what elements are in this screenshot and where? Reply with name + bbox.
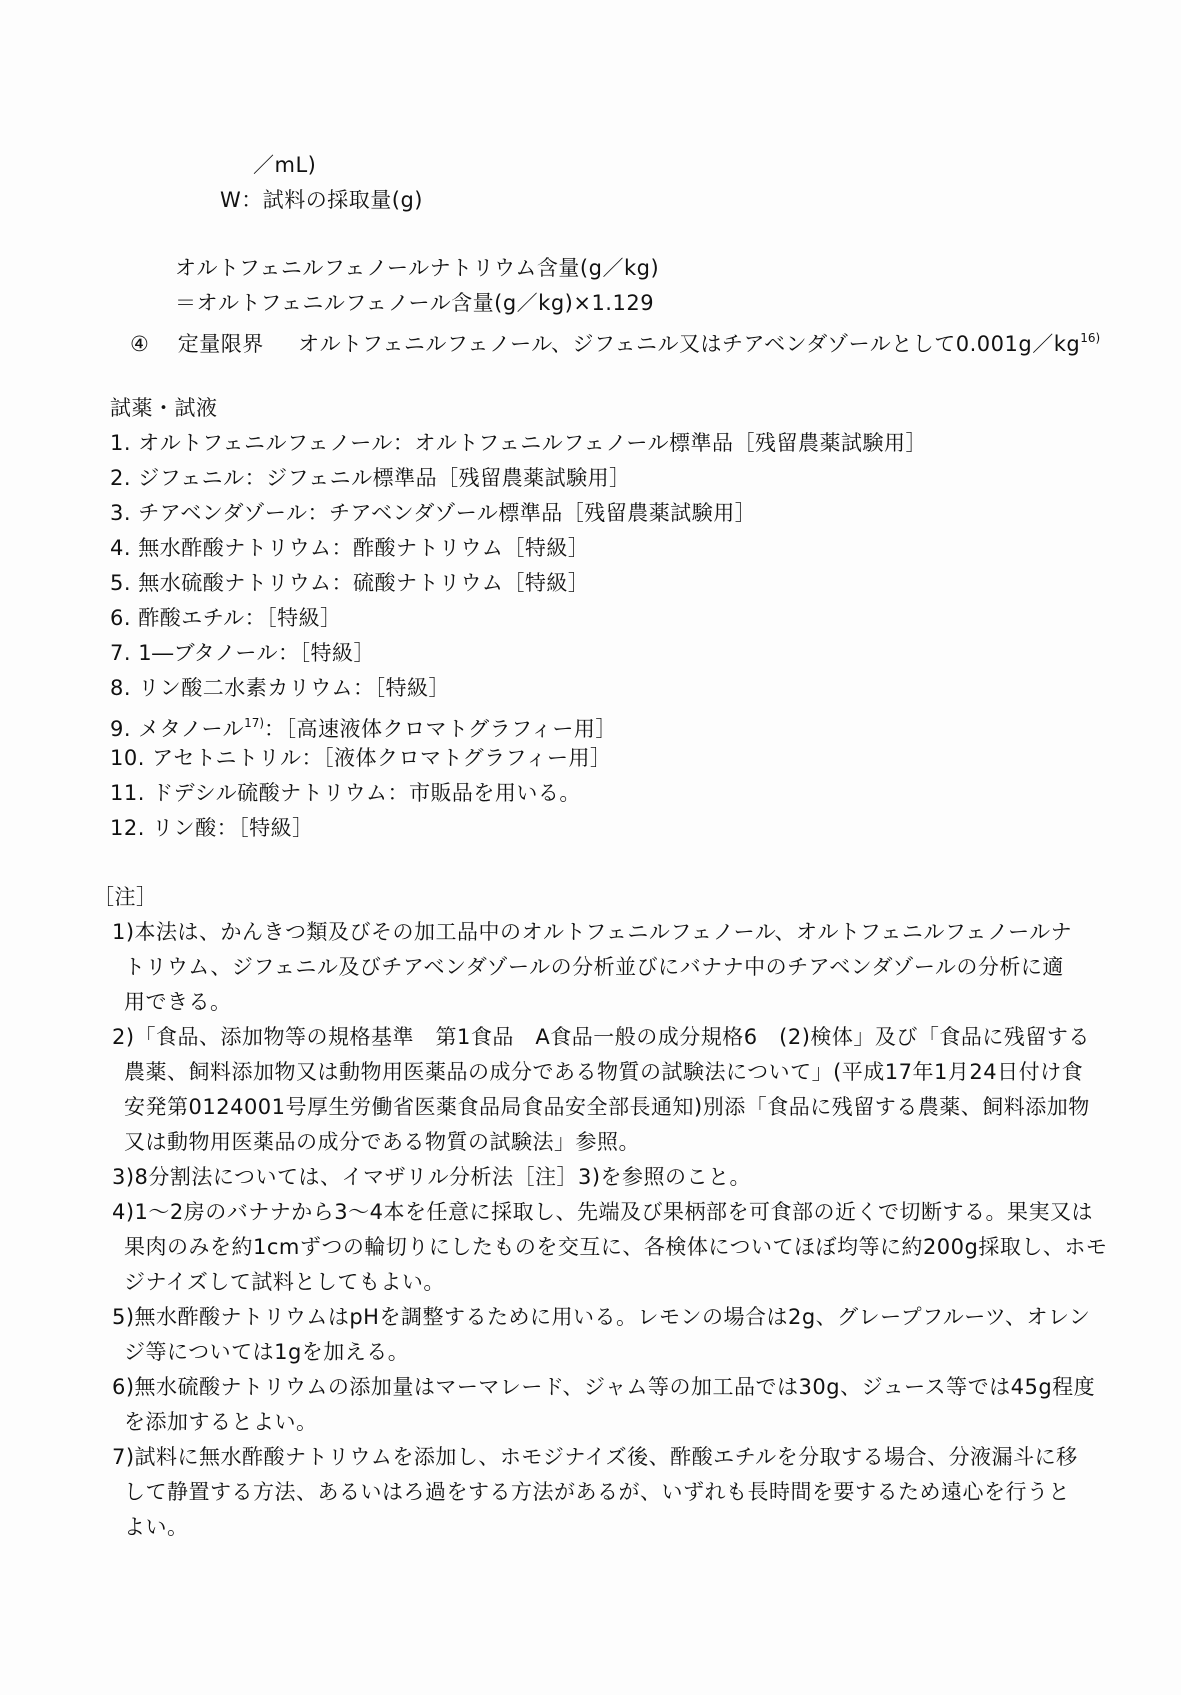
reagent-number: 4. [110,536,132,560]
note-line: して静置する方法、あるいはろ過をする方法があるが、いずれも長時間を要するため遠心を行うと [124,1480,1070,1504]
note-line: を添加するとよい。 [124,1410,318,1434]
note-line: よい。 [124,1515,189,1539]
reagent-text: ジフェニル：ジフェニル標準品［残留農薬試験用］ [138,466,631,490]
reagent-item [110,605,342,631]
reagent-number: 8. [110,676,132,700]
reagent-item [110,570,589,596]
note-line: 用できる。 [124,990,232,1014]
sodium-content-formula-line1: オルトフェニルフェノールナトリウム含量(g／kg) [175,256,660,280]
reagent-item [110,675,450,701]
reagent-number: 10. [110,746,145,770]
note-line: ジ等については1gを加える。 [124,1340,410,1364]
sodium-content-formula-line2: ＝オルトフェニルフェノール含量(g／kg)×1.129 [175,291,655,315]
reagent-text: 無水硫酸ナトリウム：硫酸ナトリウム［特級］ [138,571,590,595]
note-line: 7)試料に無水酢酸ナトリウムを添加し、ホモジナイズ後、酢酸エチルを分取する場合、分液漏斗に移 [112,1445,1078,1469]
loq-text: オルトフェニルフェノール、ジフェニル又はチアベンダゾールとして0.001g／kg [298,332,1081,356]
reagent-text: リン酸二水素カリウム：［特級］ [138,676,451,700]
reagent-item [110,535,589,561]
reagent-text: リン酸：［特級］ [152,816,314,840]
reagent-text: 無水酢酸ナトリウム：酢酸ナトリウム［特級］ [138,536,590,560]
reagent-number: 11. [110,781,145,805]
reagent-item [110,465,631,491]
reagent-number: 7. [110,641,132,665]
reagent-text: アセトニトリル：［液体クロマトグラフィー用］ [152,746,612,770]
reagent-number: 5. [110,571,132,595]
loq-marker: ④ [130,332,150,356]
reagent-item [110,430,927,456]
note-line: 安発第0124001号厚生労働省医薬食品局食品安全部長通知)別添「食品に残留する農薬、飼料添加物 [124,1095,1090,1119]
reagent-text: オルトフェニルフェノール：オルトフェニルフェノール標準品［残留農薬試験用］ [138,431,928,455]
reagent-text-grade: ：［高速液体クロマトグラフィー用］ [264,717,617,741]
note-line: 3)8分割法については、イマザリル分析法［注］3)を参照のこと。 [112,1165,752,1189]
notes-heading: ［注］ [93,885,158,909]
note-line: ジナイズして試料としてもよい。 [124,1270,445,1294]
formula-w-definition: W：試料の採取量(g) [220,188,423,212]
reagent-reference: 17) [244,716,265,730]
reagent-item [110,710,617,742]
limit-of-quantitation [130,325,1100,357]
note-line: 又は動物用医薬品の成分である物質の試験法」参照。 [124,1130,640,1154]
reagent-number: 9. [110,717,132,741]
reagent-item [110,815,314,841]
note-line: トリウム、ジフェニル及びチアベンダゾールの分析並びにバナナ中のチアベンダゾールの分析に適 [124,955,1064,979]
reagent-text: 1―ブタノール：［特級］ [138,641,375,665]
reagents-heading: 試薬・試液 [110,396,218,420]
reagent-item [110,780,581,806]
loq-label: 定量限界 [177,332,264,356]
reagent-number: 3. [110,501,132,525]
reagent-item [110,640,375,666]
note-line: 1)本法は、かんきつ類及びその加工品中のオルトフェニルフェノール、オルトフェニルフェノールナ [112,920,1073,944]
reagent-number: 12. [110,816,145,840]
reagent-text: メタノール [138,717,245,741]
note-line: 5)無水酢酸ナトリウムはpHを調整するために用いる。レモンの場合は2g、グレープフルーツ、オレン [112,1305,1091,1329]
reagent-number: 6. [110,606,132,630]
reagent-item [110,500,756,526]
formula-unit-tail: ／mL) [253,153,317,177]
loq-reference: 16) [1080,331,1101,345]
reagent-number: 2. [110,466,132,490]
note-line: 2)「食品、添加物等の規格基準 第1食品 A食品一般の成分規格6 (2)検体」及び「食品に残留する [112,1025,1090,1049]
note-line: 果肉のみを約1cmずつの輪切りにしたものを交互に、各検体についてほぼ均等に約200g採取し、ホモ [124,1235,1108,1259]
note-line: 4)1～2房のバナナから3～4本を任意に採取し、先端及び果柄部を可食部の近くで切断する。果実又は [112,1200,1093,1224]
note-line: 6)無水硫酸ナトリウムの添加量はマーマレード、ジャム等の加工品では30g、ジュース等では45g程度 [112,1375,1096,1399]
reagent-text: ドデシル硫酸ナトリウム：市販品を用いる。 [152,781,581,805]
reagent-item [110,745,611,771]
reagent-text: チアベンダゾール：チアベンダゾール標準品［残留農薬試験用］ [138,501,757,525]
reagent-number: 1. [110,431,132,455]
reagent-text: 酢酸エチル：［特級］ [138,606,342,630]
note-line: 農薬、飼料添加物又は動物用医薬品の成分である物質の試験法について」(平成17年1月24日付け食 [124,1060,1084,1084]
